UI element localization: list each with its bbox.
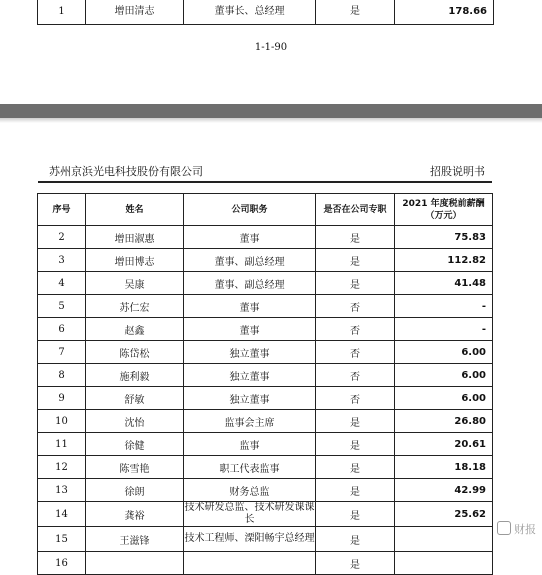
cell-fulltime: 是 <box>316 226 395 249</box>
col-header-no: 序号 <box>38 194 86 226</box>
cell-name: 王滋锋 <box>86 527 184 552</box>
prev-row-fulltime: 是 <box>350 6 360 17</box>
cell-position: 监事 <box>184 433 316 456</box>
compensation-table <box>37 193 493 575</box>
cell-fulltime: 是 <box>316 433 395 456</box>
cell-salary: 6.00 <box>395 341 493 364</box>
cell-name: 增田博志 <box>86 249 184 272</box>
prev-row-position: 董事长、总经理 <box>214 6 285 17</box>
cell-position: 董事 <box>184 318 316 341</box>
cell-salary: 18.18 <box>395 456 493 479</box>
cell-no: 10 <box>38 410 86 433</box>
table-row <box>38 456 493 479</box>
cell-salary <box>395 552 493 575</box>
cell-salary <box>395 527 493 552</box>
cell-position: 独立董事 <box>184 364 316 387</box>
cell-fulltime: 是 <box>316 272 395 295</box>
cell-position: 董事、副总经理 <box>184 272 316 295</box>
cell-name: 沈怡 <box>86 410 184 433</box>
table-row <box>38 249 493 272</box>
cell-name: 龚裕 <box>86 502 184 527</box>
watermark-icon <box>497 521 511 535</box>
table-header-row <box>38 194 493 226</box>
table-row <box>38 295 493 318</box>
cell-fulltime: 否 <box>316 341 395 364</box>
table-row <box>38 502 493 527</box>
prev-row-name: 增田清志 <box>114 6 155 17</box>
cell-salary: 26.80 <box>395 410 493 433</box>
col-header-fulltime: 是否在公司专职 <box>316 194 395 226</box>
page-separator-shadow <box>0 118 542 123</box>
table-row <box>38 364 493 387</box>
cell-no: 14 <box>38 502 86 527</box>
company-name: 苏州京浜光电科技股份有限公司 <box>49 165 203 178</box>
cell-fulltime: 是 <box>316 502 395 527</box>
col-header-name: 姓名 <box>86 194 184 226</box>
cell-name: 陈雪艳 <box>86 456 184 479</box>
page-separator <box>0 104 542 118</box>
cell-position: 监事会主席 <box>184 410 316 433</box>
cell-name: 苏仁宏 <box>86 295 184 318</box>
document-title: 招股说明书 <box>430 165 485 178</box>
cell-position: 董事 <box>184 226 316 249</box>
table-row <box>38 341 493 364</box>
cell-name: 徐健 <box>86 433 184 456</box>
col-header-salary: 2021 年度税前薪酬（万元） <box>395 194 493 226</box>
cell-fulltime: 是 <box>316 456 395 479</box>
table-row <box>38 318 493 341</box>
cell-fulltime: 否 <box>316 318 395 341</box>
cell-salary: 20.61 <box>395 433 493 456</box>
prev-row-salary: 178.66 <box>448 6 487 17</box>
table-row <box>38 226 493 249</box>
cell-no: 11 <box>38 433 86 456</box>
cell-position: 董事 <box>184 295 316 318</box>
cell-no: 16 <box>38 552 86 575</box>
cell-no: 6 <box>38 318 86 341</box>
cell-fulltime: 是 <box>316 249 395 272</box>
table-row <box>38 552 493 575</box>
cell-salary: - <box>395 295 493 318</box>
cell-no: 13 <box>38 479 86 502</box>
cell-name: 吴康 <box>86 272 184 295</box>
table-row <box>38 527 493 552</box>
cell-position: 技术工程师、溧阳畅宇总经理 <box>184 527 316 552</box>
table-row <box>38 479 493 502</box>
cell-no: 8 <box>38 364 86 387</box>
cell-fulltime: 否 <box>316 295 395 318</box>
cell-salary: 25.62 <box>395 502 493 527</box>
cell-fulltime: 是 <box>316 527 395 552</box>
cell-no: 2 <box>38 226 86 249</box>
prev-row-no: 1 <box>58 6 65 17</box>
cell-no: 4 <box>38 272 86 295</box>
cell-salary: 41.48 <box>395 272 493 295</box>
watermark-text: 财报 <box>514 523 536 536</box>
cell-fulltime: 是 <box>316 479 395 502</box>
header-rule <box>38 181 492 183</box>
col-header-position: 公司职务 <box>184 194 316 226</box>
cell-name <box>86 552 184 575</box>
cell-salary: 112.82 <box>395 249 493 272</box>
cell-position: 职工代表监事 <box>184 456 316 479</box>
table-row <box>38 272 493 295</box>
cell-fulltime: 是 <box>316 552 395 575</box>
cell-salary: 75.83 <box>395 226 493 249</box>
cell-salary: 42.99 <box>395 479 493 502</box>
table-row <box>38 433 493 456</box>
cell-position: 技术研发总监、技术研发课课长 <box>184 502 315 525</box>
cell-salary: 6.00 <box>395 364 493 387</box>
cell-name: 赵鑫 <box>86 318 184 341</box>
cell-salary: - <box>395 318 493 341</box>
cell-fulltime: 是 <box>316 410 395 433</box>
cell-no: 12 <box>38 456 86 479</box>
cell-position <box>184 552 316 575</box>
cell-no: 15 <box>38 527 86 552</box>
page-number: 1-1-90 <box>254 42 288 53</box>
table-row <box>38 387 493 410</box>
cell-name: 增田淑惠 <box>86 226 184 249</box>
cell-name: 舒敏 <box>86 387 184 410</box>
cell-name: 徐朗 <box>86 479 184 502</box>
cell-no: 9 <box>38 387 86 410</box>
cell-no: 5 <box>38 295 86 318</box>
cell-no: 7 <box>38 341 86 364</box>
cell-position: 董事、副总经理 <box>184 249 316 272</box>
cell-fulltime: 否 <box>316 387 395 410</box>
cell-salary: 6.00 <box>395 387 493 410</box>
cell-name: 陈岱松 <box>86 341 184 364</box>
cell-fulltime: 否 <box>316 364 395 387</box>
table-row <box>38 410 493 433</box>
cell-position: 独立董事 <box>184 341 316 364</box>
watermark <box>497 521 536 537</box>
cell-position: 独立董事 <box>184 387 316 410</box>
cell-position: 财务总监 <box>184 479 316 502</box>
prev-page-table-row <box>37 0 494 25</box>
cell-name: 施利毅 <box>86 364 184 387</box>
cell-no: 3 <box>38 249 86 272</box>
